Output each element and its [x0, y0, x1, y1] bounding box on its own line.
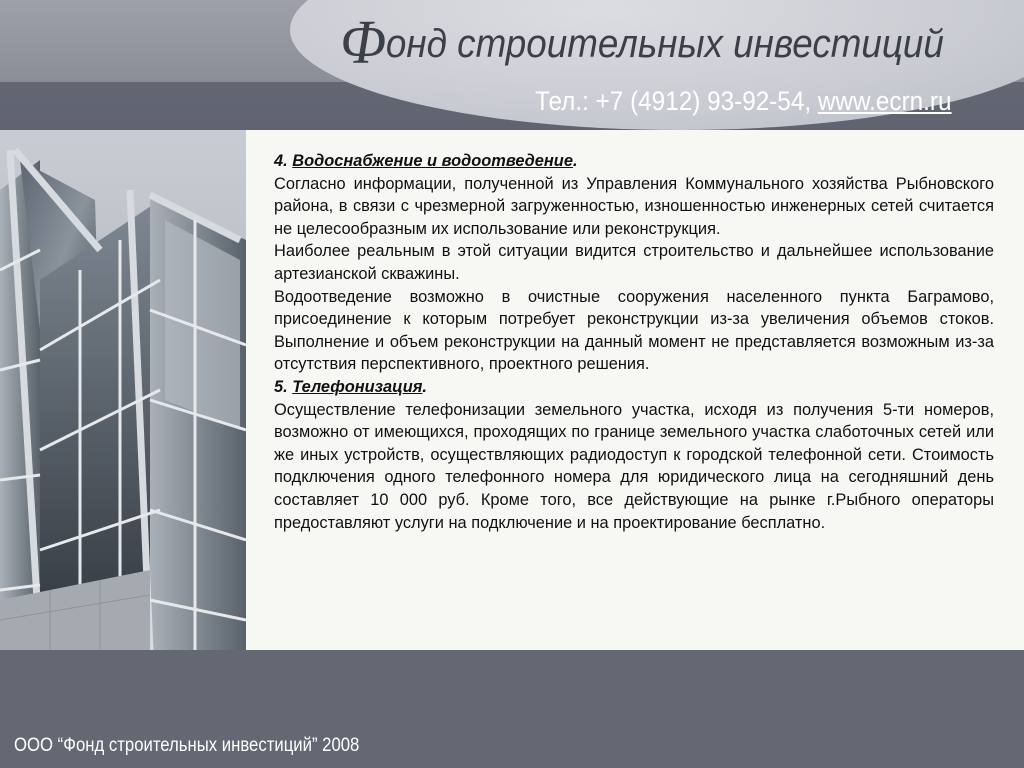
section-4-number: 4.: [274, 152, 293, 170]
company-title: [340, 8, 944, 79]
section-4-end: .: [572, 152, 578, 170]
footer-copyright: ООО “Фонд строительных инвестиций” 2008: [14, 735, 360, 756]
content-text: [274, 150, 994, 534]
section-5-paragraph-1: Осуществление телефонизации земельного участка, исходя из получения 5-ти номеров, возможно от имеющихся, проходящих по границе земельного участка слаботочных сетей или же иных устройств, осуществляющих радиодоступ к городской телефонной сети. Стоимость подключения одного телефонного номера для юридического лица на сегодняшний день составляет 10 000 руб. Кроме того, все действующие на рынке г.Рыбного операторы предоставляют услуги на подключение и на проектирование бесплатно.: [274, 400, 994, 532]
section-5-number: 5.: [274, 377, 293, 396]
section-4-title: Водоснабжение и водоотведение: [292, 152, 573, 170]
header-contacts: [535, 86, 952, 117]
slide-header: [0, 0, 1024, 130]
company-title-rest: онд строительных инвестиций: [385, 22, 944, 66]
company-title-initial: Ф: [340, 9, 386, 77]
phone-number: Тел.: +7 (4912) 93-92-54,: [535, 86, 818, 116]
website-link[interactable]: www.ecrn.ru: [817, 86, 952, 116]
building-photo: [0, 130, 246, 650]
section-4-paragraph-3: Водоотведение возможно в очистные сооружения населенного пункта Баграмово, присоединение к которым потребует реконструкции из-за увеличения объемов стоков. Выполнение и объем реконструкции на данный момент не представляется возможным из-за отсутствия перспективного, проектного решения.: [274, 287, 994, 374]
section-4-paragraph-2: Наиболее реальным в этой ситуации видится строительство и дальнейшее использование артезианской скважины.: [274, 242, 994, 283]
section-4-paragraph-1: Согласно информации, полученной из Управления Коммунального хозяйства Рыбновского района, в связи с чрезмерной загруженностью, изношенностью инженерных сетей считается не целесообразным их использование или реконструкция.: [274, 174, 994, 238]
section-5-end: .: [422, 377, 427, 396]
slide-footer: [0, 650, 1024, 768]
section-4-heading: [274, 150, 994, 173]
section-5-title: Телефонизация: [292, 377, 423, 396]
content-panel: [246, 130, 1024, 650]
section-5-heading: [274, 376, 994, 399]
glass-building-photo: [0, 130, 246, 650]
